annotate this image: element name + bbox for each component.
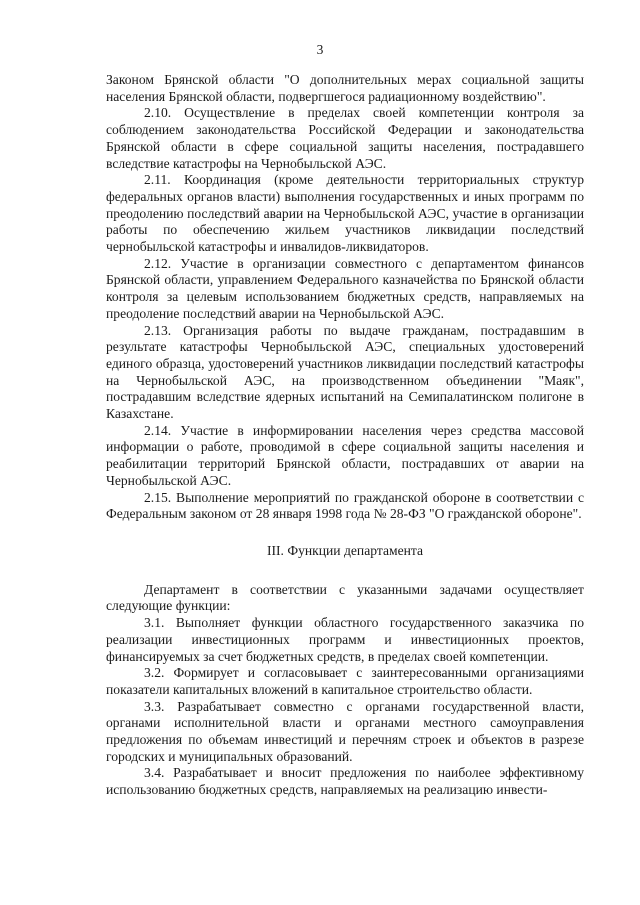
paragraph-2-11: 2.11. Координация (кроме деятельности территориальных структур федеральных органов власти) выполнения государственных и иных программ по преодолению последствий аварии на Чернобыльской АЭС, участие в организации работы по обеспечению жильем участников ликвидации последствий чернобыльской катастрофы и инвалидов-ликвидаторов. <box>106 172 584 255</box>
page-number: 3 <box>316 42 324 57</box>
paragraph-2-10: 2.10. Осуществление в пределах своей компетенции контроля за соблюдением законодательства Российской Федерации и законодательства Брянской области в сфере социальной защиты населения, пострадавшего вследствие катастрофы на Чернобыльской АЭС. <box>106 105 584 171</box>
paragraph-2-15: 2.15. Выполнение мероприятий по гражданской обороне в соответствии с Федеральным законом от 28 января 1998 года № 28-ФЗ "О гражданской обороне". <box>106 489 584 522</box>
paragraph-2-13: 2.13. Организация работы по выдаче гражданам, пострадавшим в результате катастрофы Чернобыльской АЭС, специальных удостоверений единого образца, удостоверений участников ликвидации последствий катастрофы на Чернобыльской АЭС, на производственном объединении "Маяк", пострадавшим вследствие ядерных испытаний на Семипалатинском полигоне в Казахстане. <box>106 322 584 422</box>
paragraph-2-14: 2.14. Участие в информировании населения через средства массовой информации о работе, проводимой в сфере социальной защиты населения и реабилитации территорий Брянской области, пострадавших от аварии на Чернобыльской АЭС. <box>106 422 584 488</box>
paragraph-3-1: 3.1. Выполняет функции областного государственного заказчика по реализации инвестиционных программ и инвестиционных проектов, финансируемых за счет бюджетных средств, в пределах своей компетенции. <box>106 615 584 664</box>
paragraph-functions-intro: Департамент в соответствии с указанными задачами осуществляет следующие функции: <box>106 581 584 614</box>
paragraph-3-4: 3.4. Разрабатывает и вносит предложения по наиболее эффективному использованию бюджетных средств, направляемых на реализацию инвести- <box>106 765 584 798</box>
document-body <box>106 72 584 799</box>
paragraph-3-3: 3.3. Разрабатывает совместно с органами государственной власти, органами исполнительной власти и органами местного самоуправления предложения по объемам инвестиций и перечням строек и объектов в разрезе городских и муниципальных образований. <box>106 698 584 764</box>
paragraph-2-12: 2.12. Участие в организации совместного с департаментом финансов Брянской области, управлением Федерального казначейства по Брянской области контроля за целевым использованием бюджетных средств, направляемых на преодоление последствий аварии на Чернобыльской АЭС. <box>106 255 584 321</box>
paragraph-continuation: Законом Брянской области "О дополнительных мерах социальной защиты населения Брянской области, подвергшегося радиационному воздействию". <box>106 72 584 104</box>
section-heading: III. Функции департамента <box>266 542 424 558</box>
paragraph-3-2: 3.2. Формирует и согласовывает с заинтересованными организациями показатели капитальных вложений в капитальное строительство области. <box>106 665 584 697</box>
